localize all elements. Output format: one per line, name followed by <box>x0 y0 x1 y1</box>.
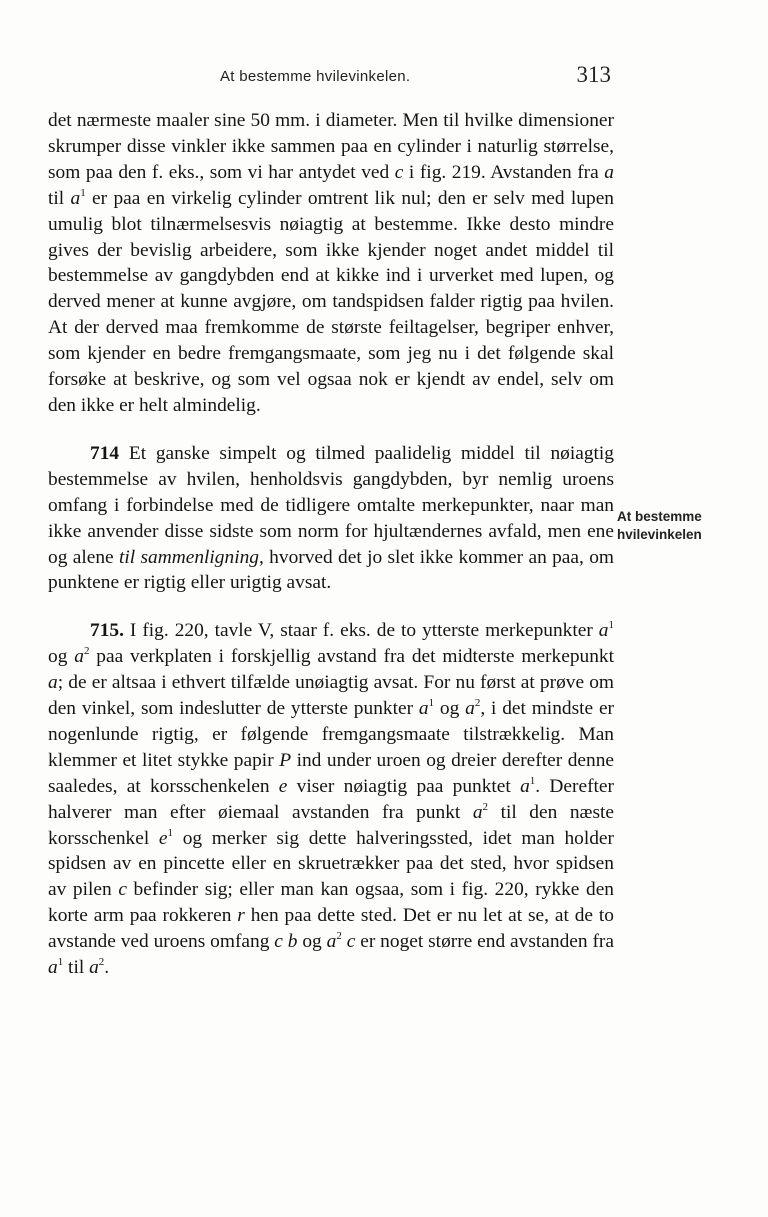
text-run: og merker sig dette halveringssted, idet man holder spidsen av en pincette eller en skruetrækker paa det sted, hvor spidsen av pilen <box>48 827 614 901</box>
text-run: viser nøiagtig paa punktet <box>287 775 521 797</box>
italic-symbol: c <box>118 879 127 901</box>
superscript: 1 <box>529 774 536 787</box>
margin-note <box>617 508 727 544</box>
italic-symbol: e <box>158 827 168 849</box>
text-run: paa verkplaten i forskjellig avstand fra det midterste merkepunkt <box>89 646 614 668</box>
text-run: , i det mindste er nogenlunde rigtig, er følgende fremgangsmaate tilstrækkelig. Man klemmer et litet stykke papir <box>48 698 615 771</box>
running-title: At bestemme hvilevinkelen. <box>220 68 411 85</box>
text-run: til den næste korsschenkel <box>48 801 614 849</box>
text-run: hen paa dette sted. Det er nu let at se, at de to avstande ved uroens omfang <box>48 905 614 953</box>
paragraph <box>48 618 614 981</box>
superscript: 2 <box>474 697 481 710</box>
text-run: i fig. 219. Avstanden fra <box>403 161 605 183</box>
italic-symbol: e <box>278 775 288 797</box>
margin-note-line: At bestemme <box>617 509 702 524</box>
text-run: er noget større end avstanden fra <box>355 931 614 953</box>
italic-symbol: c <box>394 161 404 183</box>
superscript: 2 <box>83 645 90 658</box>
superscript: 2 <box>98 956 105 969</box>
text-run: til <box>63 957 90 979</box>
paragraph <box>48 108 614 419</box>
paragraph-number: 714 <box>90 442 120 464</box>
superscript: 1 <box>80 186 86 199</box>
italic-phrase: til sammenligning <box>118 546 259 568</box>
text-run: , hvorved det jo slet ikke kommer an paa, om punktene er rigtig eller urigtig avsat. <box>48 546 614 594</box>
italic-symbol: a <box>472 801 483 823</box>
superscript: 1 <box>57 956 64 969</box>
superscript: 1 <box>608 619 614 632</box>
text-run: og <box>48 646 75 668</box>
italic-symbol: a <box>48 672 58 694</box>
italic-symbol: a <box>418 698 429 720</box>
paragraph <box>48 441 614 596</box>
italic-symbol: a <box>70 187 81 209</box>
page-header <box>48 62 613 90</box>
italic-symbol: P <box>279 749 292 771</box>
page-number: 313 <box>576 62 611 87</box>
paragraph-number: 715. <box>90 620 124 642</box>
text-run: og <box>297 931 327 953</box>
text-run: Et ganske simpelt og tilmed paalidelig middel til nøiagtig bestemmelse av hvilen, henholdsvis gangdybden, byr nemlig uroens omfang i forbindelse med de tidligere omtalte merkepunkter, naar man ikke anvender disse sidste som norm for hjultændernes avfald, men ene og alene <box>48 442 614 568</box>
italic-symbol: a <box>74 646 84 668</box>
margin-note-line: hvilevinkelen <box>617 527 702 542</box>
italic-symbol: r <box>237 905 245 927</box>
italic-symbol: a <box>598 620 609 642</box>
superscript: 1 <box>167 826 174 839</box>
text-run: det nærmeste maaler sine 50 mm. i diameter. Men til hvilke dimensioner skrumper disse vinkler ikke sammen paa en cylinder i naturlig størrelse, som paa den f. eks., som vi har antydet ved <box>48 110 614 183</box>
italic-symbol: a <box>326 931 337 953</box>
text-run: befinder sig; eller man kan ogsaa, som i fig. 220, rykke den korte arm paa rokkeren <box>48 879 614 927</box>
superscript: 1 <box>428 697 435 710</box>
text-run: er paa en virkelig cylinder omtrent lik nul; den er selv med lupen umulig blot tilnærmelsesvis nøiagtig at bestemme. Ikke desto mindre gives der bevislig arbeidere, som ikke kjender noget andet middel til bestemmelse av gangdybden end at kikke ind i urverket med lupen, og derved mener at kunne avgjøre, om tandspidsen falder rigtig paa hvilen. At der derved maa fremkomme de største feiltagelser, begriper enhver, som kjender en bedre fremgangsmaate, som jeg nu i det følgende skal forsøke at beskrive, og som vel ogsaa nok er kjendt av endel, selv om den ikke er helt almindelig. <box>48 187 615 416</box>
italic-symbol: c b <box>274 931 298 953</box>
superscript: 2 <box>482 800 489 813</box>
italic-symbol: c <box>346 931 356 953</box>
text-run: til <box>48 187 71 209</box>
text-run: ind under uroen og dreier derefter denne saaledes, at korsschenkelen <box>48 749 614 797</box>
italic-symbol: a <box>465 698 475 720</box>
body-text <box>48 108 614 981</box>
text-run: . Derefter halverer man efter øiemaal avstanden fra punkt <box>48 775 614 823</box>
text-run: . <box>104 957 110 979</box>
text-run: ; de er altsaa i ethvert tilfælde unøiagtig avsat. For nu først at prøve om den vinkel, som indeslutter de ytterste punkter <box>48 672 614 720</box>
italic-symbol: a <box>48 957 58 979</box>
superscript: 2 <box>336 930 342 943</box>
italic-symbol: a <box>520 775 530 797</box>
italic-symbol: a <box>604 161 614 183</box>
text-run: I fig. 220, tavle V, staar f. eks. de to ytterste merkepunkter <box>123 620 599 642</box>
italic-symbol: a <box>89 957 99 979</box>
text-run: og <box>434 698 466 720</box>
